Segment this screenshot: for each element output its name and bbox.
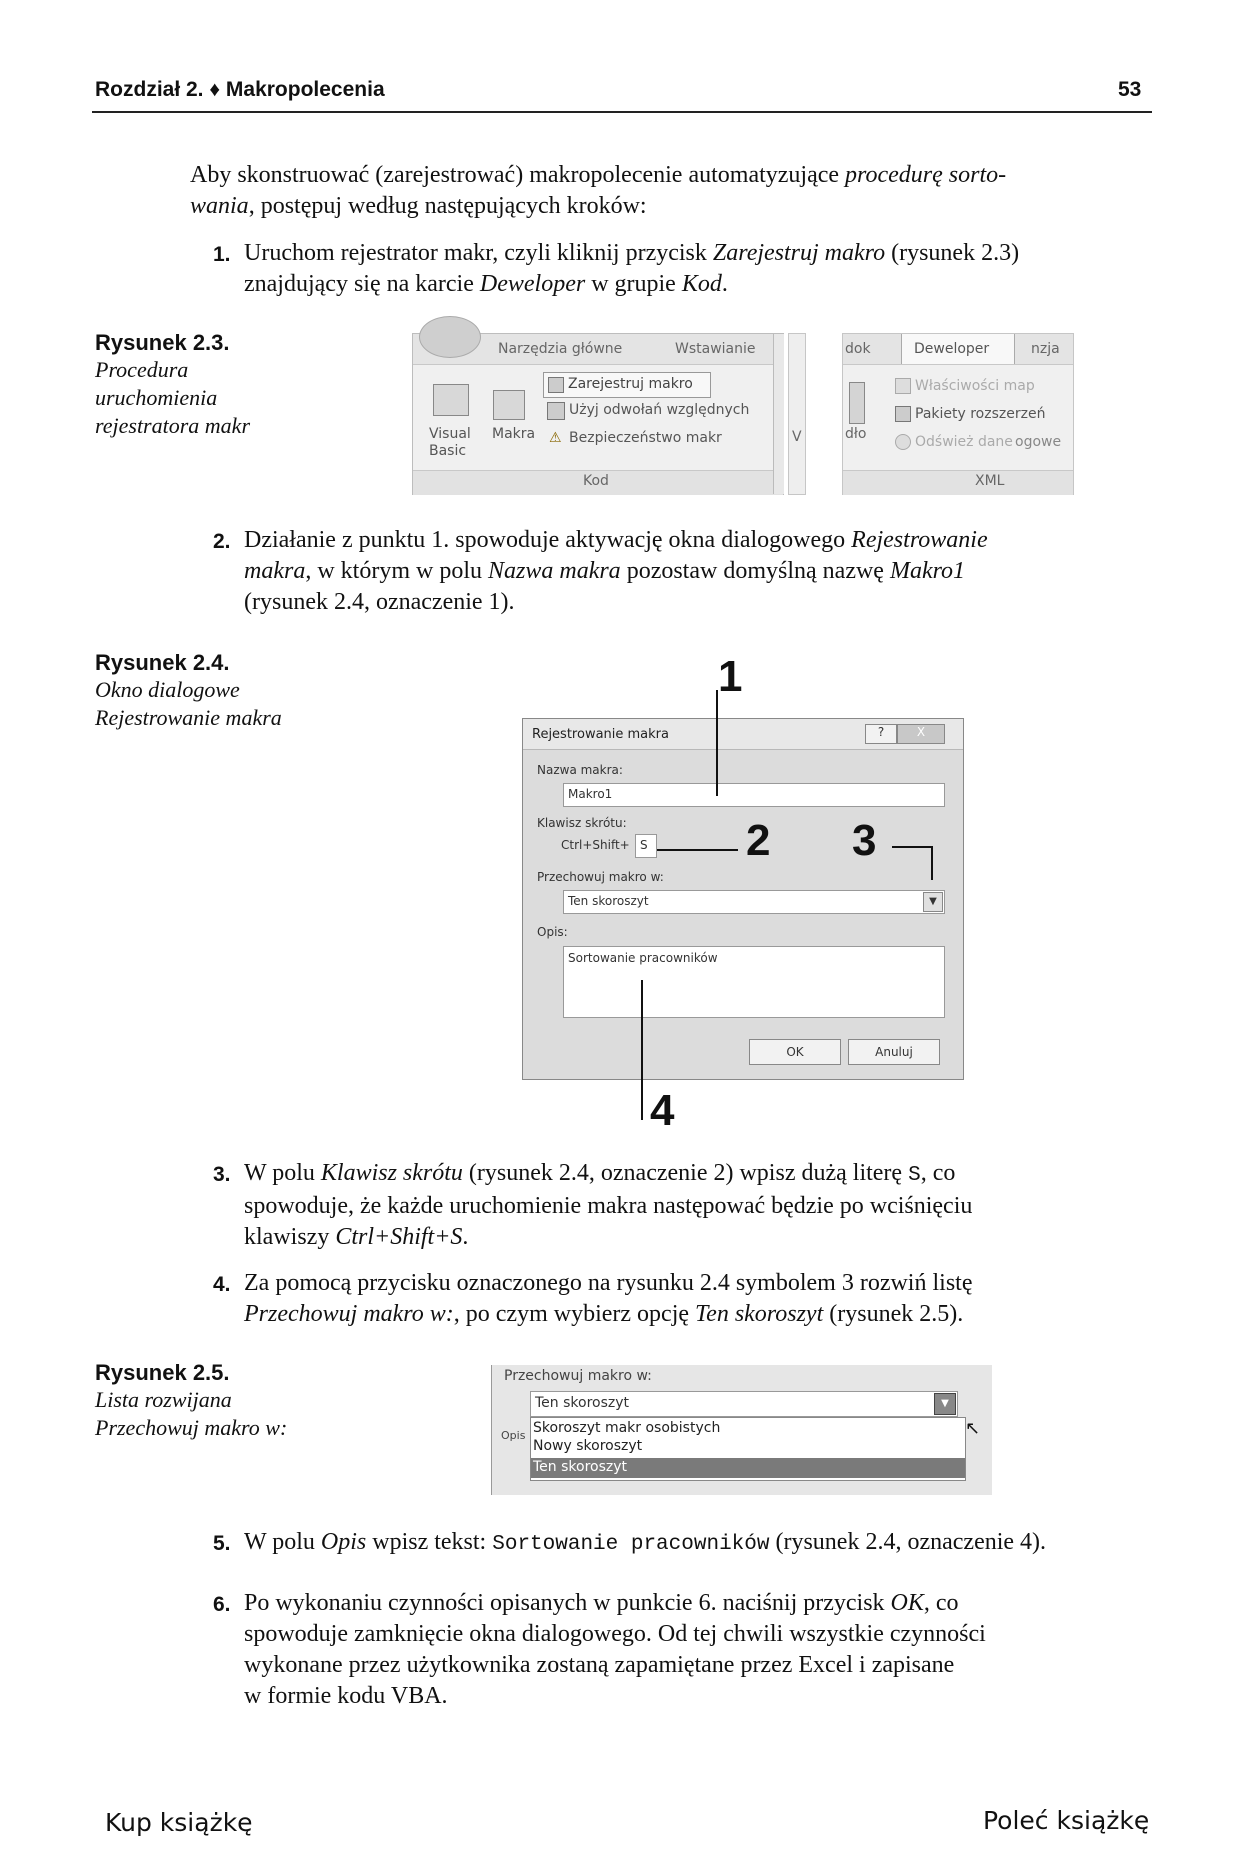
dropdown-option-selected[interactable] bbox=[531, 1458, 965, 1478]
text: (rysunek 2.4, oznaczenie 1). bbox=[244, 589, 515, 615]
label: Zarejestruj makro bbox=[568, 376, 693, 392]
label: Deweloper bbox=[914, 341, 990, 357]
page-number: 53 bbox=[1118, 78, 1142, 101]
code: Sortowanie pracowników bbox=[492, 1533, 770, 1556]
text: klawiszy bbox=[244, 1224, 336, 1250]
callout-2: 2 bbox=[746, 816, 771, 865]
text: Działanie z punktu 1. spowoduje aktywację okna dialogowego bbox=[244, 527, 852, 553]
chevron-down-icon[interactable]: ▼ bbox=[923, 892, 943, 912]
relative-refs-button[interactable]: Użyj odwołań względnych bbox=[569, 402, 750, 418]
group-kod-label: Kod bbox=[583, 473, 609, 489]
recommend-book-link[interactable]: Poleć książkę bbox=[983, 1806, 1150, 1835]
callout-1: 1 bbox=[718, 652, 743, 701]
label: V bbox=[792, 429, 802, 445]
store-macro-label: Przechowuj makro w: bbox=[504, 1368, 652, 1384]
text: , co bbox=[923, 1590, 959, 1616]
mouse-cursor-icon: ↖ bbox=[965, 1418, 981, 1439]
dropdown-option[interactable]: Nowy skoroszyt bbox=[533, 1438, 643, 1454]
figure-label: Rysunek 2.4. bbox=[95, 650, 230, 675]
tab-narzedzia-glowne[interactable]: Narzędzia główne bbox=[498, 341, 623, 357]
step-3-text bbox=[244, 1158, 1154, 1253]
running-header: Rozdział 2. ♦ Makropolecenia bbox=[95, 78, 385, 101]
step-number: 2. bbox=[213, 530, 231, 553]
figure-label: Rysunek 2.5. bbox=[95, 1360, 230, 1385]
emphasis: Zarejestruj makro bbox=[712, 240, 886, 266]
tab-fragment[interactable]: dok bbox=[845, 341, 871, 357]
help-icon: ? bbox=[877, 725, 885, 739]
text: w formie kodu VBA. bbox=[244, 1683, 448, 1709]
callout-line-3 bbox=[892, 847, 932, 880]
macro-security-button[interactable]: Bezpieczeństwo makr bbox=[569, 430, 722, 446]
emphasis: Nazwa makra bbox=[488, 558, 621, 584]
figure-2-5-caption bbox=[95, 1360, 287, 1442]
description-label: Opis: bbox=[537, 925, 568, 939]
expansion-packs-button[interactable]: Pakiety rozszerzeń bbox=[915, 406, 1046, 422]
text: , w którym w polu bbox=[305, 558, 488, 584]
step-number: 3. bbox=[213, 1163, 231, 1186]
step-5-text bbox=[244, 1527, 1164, 1560]
step-number: 6. bbox=[213, 1593, 231, 1616]
caption-line: uruchomienia bbox=[95, 385, 218, 410]
label: Anuluj bbox=[875, 1045, 913, 1059]
group-xml-label: XML bbox=[975, 473, 1005, 489]
emphasis: Ctrl+Shift+S bbox=[335, 1224, 463, 1250]
caption-line: Przechowuj makro w: bbox=[95, 1415, 288, 1440]
dropdown-option[interactable]: Skoroszyt makr osobistych bbox=[533, 1420, 721, 1436]
text: W polu bbox=[244, 1160, 321, 1186]
figure-label: Rysunek 2.3. bbox=[95, 330, 230, 355]
select-value: Ten skoroszyt bbox=[568, 894, 649, 908]
caption-line: Rejestrowanie makra bbox=[95, 705, 282, 730]
store-macro-select[interactable] bbox=[530, 1391, 958, 1417]
intro-emphasis: procedurę sorto- bbox=[845, 162, 1007, 188]
label: Ten skoroszyt bbox=[533, 1459, 628, 1475]
caption-line: rejestratora makr bbox=[95, 413, 251, 438]
text: , co bbox=[920, 1160, 956, 1186]
map-properties-button[interactable]: Właściwości map bbox=[915, 378, 1035, 394]
emphasis: Kod bbox=[681, 271, 722, 297]
macros-button[interactable]: Makra bbox=[492, 426, 536, 442]
step-4-text bbox=[244, 1268, 1154, 1330]
emphasis: makra bbox=[244, 558, 306, 584]
caption-line: Procedura bbox=[95, 357, 189, 382]
text: wpisz tekst: bbox=[366, 1529, 493, 1555]
dropdown-screenshot bbox=[491, 1365, 992, 1495]
text: (rysunek 2.5). bbox=[823, 1301, 964, 1327]
shortcut-prefix: Ctrl+Shift+ bbox=[561, 838, 630, 852]
caption-line: Lista rozwijana bbox=[95, 1387, 232, 1412]
callout-4: 4 bbox=[650, 1086, 675, 1135]
emphasis: Opis bbox=[320, 1529, 367, 1555]
emphasis: Makro1 bbox=[889, 558, 966, 584]
text: , po czym wybierz opcję bbox=[453, 1301, 696, 1327]
step-number: 1. bbox=[213, 243, 231, 266]
warning-icon: ⚠ bbox=[549, 430, 562, 446]
dialog-title: Rejestrowanie makra bbox=[532, 727, 669, 742]
step-number: 4. bbox=[213, 1273, 231, 1296]
text: (rysunek 2.4, oznaczenie 2) wpisz dużą literę bbox=[462, 1160, 909, 1186]
input-value: Makro1 bbox=[568, 787, 613, 801]
emphasis: Ten skoroszyt bbox=[695, 1301, 824, 1327]
text: W polu bbox=[244, 1529, 321, 1555]
text: wykonane przez użytkownika zostaną zapamiętane przez Excel i zapisane bbox=[244, 1652, 955, 1678]
tab-recenzja-fragment[interactable]: nzja bbox=[1031, 341, 1060, 357]
source-fragment: dło bbox=[845, 426, 867, 442]
step-number: 5. bbox=[213, 1532, 231, 1555]
text: Po wykonaniu czynności opisanych w punkcie 6. naciśnij przycisk bbox=[244, 1590, 891, 1616]
input-value: S bbox=[640, 838, 648, 852]
intro-text: Aby skonstruować (zarejestrować) makropolecenie automatyzujące bbox=[190, 162, 846, 188]
macro-name-label: Nazwa makra: bbox=[537, 763, 623, 777]
text: spowoduje, że każde uruchomienie makra następować będzie po wciśnięciu bbox=[244, 1193, 973, 1219]
code: S bbox=[908, 1164, 921, 1187]
store-macro-label: Przechowuj makro w: bbox=[537, 870, 664, 884]
callout-3: 3 bbox=[852, 816, 877, 865]
emphasis: Deweloper bbox=[479, 271, 586, 297]
emphasis: Rejestrowanie bbox=[851, 527, 988, 553]
text: . bbox=[462, 1224, 469, 1250]
tab-wstawianie[interactable]: Wstawianie bbox=[675, 341, 756, 357]
text: Uruchom rejestrator makr, czyli kliknij przycisk bbox=[244, 240, 713, 266]
step-6-text bbox=[244, 1588, 1154, 1712]
caption-line: Okno dialogowe bbox=[95, 677, 240, 702]
intro-emphasis-2: wania bbox=[190, 193, 249, 219]
text: znajdujący się na karcie bbox=[244, 271, 480, 297]
emphasis: OK bbox=[890, 1590, 924, 1616]
label: Basic bbox=[429, 443, 467, 459]
text-fragment: ogowe bbox=[1015, 434, 1062, 450]
text: w grupie bbox=[585, 271, 682, 297]
text: Za pomocą przycisku oznaczonego na rysunku 2.4 symbolem 3 rozwiń listę bbox=[244, 1270, 973, 1296]
text: pozostaw domyślną nazwę bbox=[620, 558, 890, 584]
text: spowoduje zamknięcie okna dialogowego. Od tej chwili wszystkie czynności bbox=[244, 1621, 986, 1647]
emphasis: Klawisz skrótu bbox=[320, 1160, 463, 1186]
select-value: Ten skoroszyt bbox=[535, 1395, 630, 1411]
text: (rysunek 2.3) bbox=[885, 240, 1020, 266]
close-icon: X bbox=[916, 725, 926, 739]
description-label-partial: Opis bbox=[501, 1429, 526, 1442]
emphasis: Przechowuj makro w: bbox=[244, 1301, 454, 1327]
shortcut-label: Klawisz skrótu: bbox=[537, 816, 627, 830]
text: . bbox=[721, 271, 728, 297]
label: OK bbox=[786, 1045, 804, 1059]
label: Visual bbox=[429, 426, 471, 442]
refresh-data-button[interactable]: Odśwież dane bbox=[915, 434, 1013, 450]
dropdown-list bbox=[530, 1417, 966, 1481]
text: (rysunek 2.4, oznaczenie 4). bbox=[769, 1529, 1047, 1555]
buy-book-link[interactable]: Kup książkę bbox=[105, 1808, 253, 1837]
textarea-value: Sortowanie pracowników bbox=[568, 951, 718, 965]
chevron-down-icon[interactable]: ▼ bbox=[934, 1393, 956, 1415]
intro-text-2: , postępuj według następujących kroków: bbox=[248, 193, 647, 219]
